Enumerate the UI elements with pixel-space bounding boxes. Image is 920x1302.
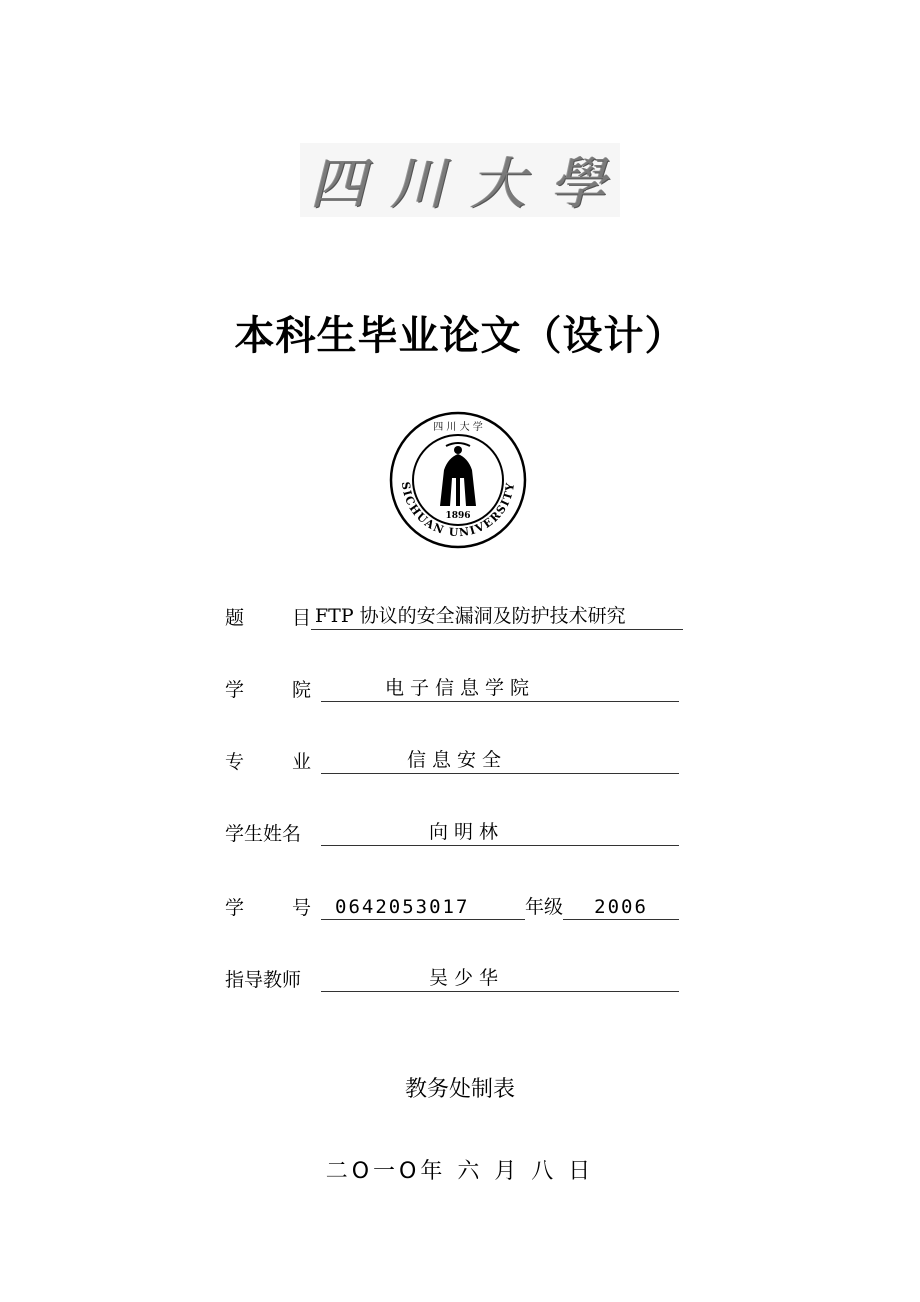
calligraphy-char: 大 — [470, 152, 530, 217]
field-label: 学生姓名 — [225, 823, 302, 845]
college-value: 电子信息学院 — [321, 676, 679, 702]
emblem-top-text: 四 川 大 学 — [433, 422, 483, 433]
field-college — [225, 672, 679, 702]
topic-value: FTP 协议的安全漏洞及防护技术研究 — [311, 604, 683, 630]
student-id-value: 0642053017 — [321, 894, 525, 920]
field-label: 题 目 — [225, 607, 311, 629]
field-label: 专 业 — [225, 751, 311, 773]
emblem-year: 1896 — [445, 511, 471, 521]
calligraphy-char: 學 — [550, 152, 610, 217]
field-label: 学 号 — [225, 897, 311, 919]
grade-label: 年级 — [525, 896, 564, 918]
emblem-ring-text: SICHUAN UNIVERSITY — [398, 481, 518, 540]
field-label: 学 院 — [225, 679, 311, 701]
grade-value: 2006 — [563, 894, 679, 920]
issuer-text: 教务处制表 — [404, 1077, 515, 1102]
university-calligraphy-logo — [300, 143, 620, 217]
document-title: 本科生毕业论文（设计） — [234, 313, 686, 359]
field-advisor — [225, 962, 679, 992]
field-major — [225, 744, 679, 774]
field-student-id — [225, 890, 679, 920]
calligraphy-char: 四 — [310, 152, 370, 217]
field-student-name — [225, 816, 679, 846]
field-topic — [225, 600, 683, 630]
calligraphy-char: 川 — [390, 152, 450, 217]
major-value: 信息安全 — [321, 748, 679, 774]
field-label: 指导教师 — [225, 969, 302, 991]
student-name-value: 向明林 — [321, 820, 679, 846]
advisor-value: 吴少华 — [321, 966, 679, 992]
university-emblem-icon — [388, 410, 528, 550]
date-text: 二O一O年 六 月 八 日 — [325, 1159, 595, 1184]
